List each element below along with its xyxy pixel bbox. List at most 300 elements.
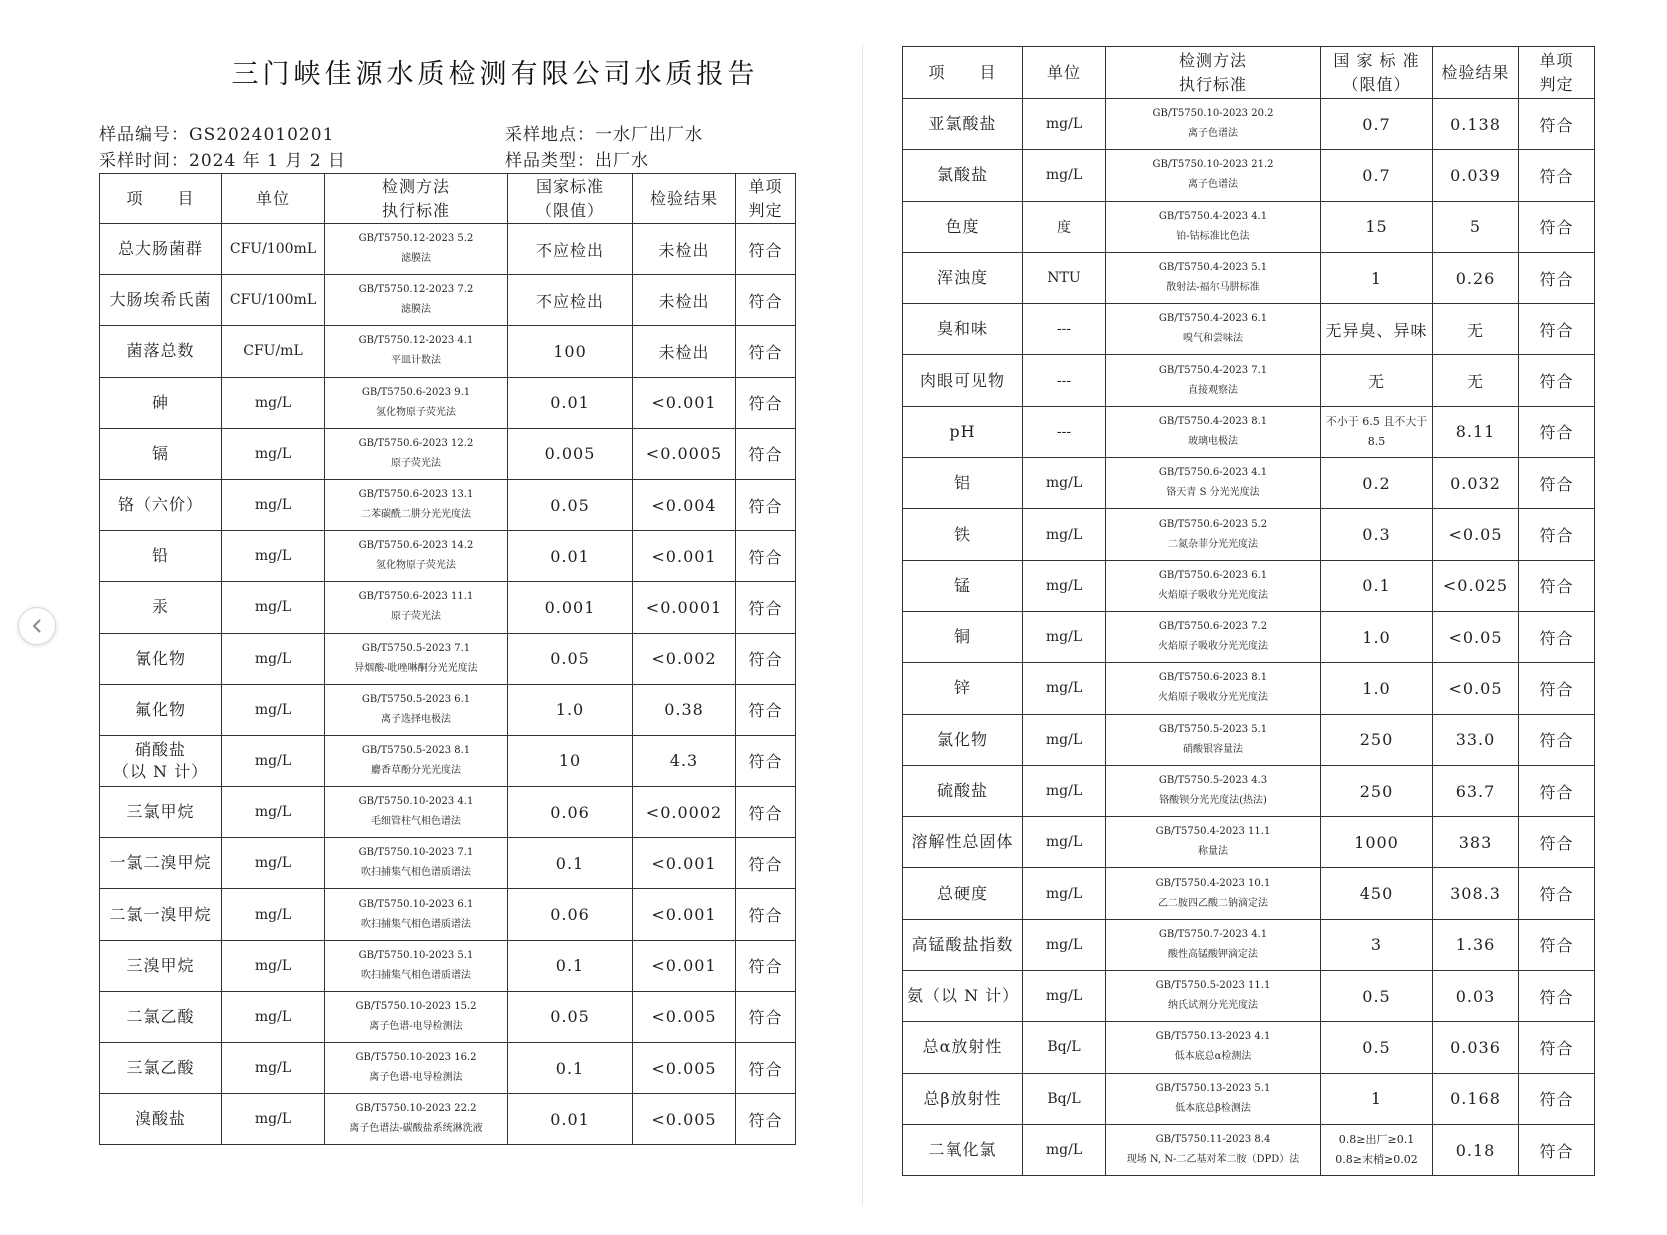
- results-table-right: [902, 46, 1595, 1176]
- method-name: 离子选择电极法: [381, 713, 451, 725]
- method-name: 散射法-福尔马肼标准: [1166, 282, 1260, 294]
- table-row: [100, 684, 796, 735]
- test-result: <0.001: [633, 940, 736, 991]
- item-name: 锰: [903, 560, 1023, 611]
- unit: mg/L: [1023, 919, 1106, 970]
- method-standard: GB/T5750.10-2023 7.1: [358, 847, 474, 859]
- national-limit: 450: [1321, 868, 1433, 919]
- method-standard: GB/T5750.5-2023 4.3: [1158, 775, 1268, 786]
- national-limit: 0.005: [508, 428, 633, 479]
- test-method: [1106, 1073, 1321, 1124]
- method-name: 火焰原子吸收分光光度法: [1158, 589, 1268, 601]
- method-name: 平皿计数法: [391, 355, 441, 367]
- results-table-left: [99, 173, 796, 1145]
- method-name: 离子色谱法: [1188, 179, 1238, 191]
- unit: Bq/L: [1023, 1022, 1106, 1073]
- table-row: [100, 224, 796, 275]
- method-name: 乙二胺四乙酸二钠滴定法: [1158, 897, 1268, 909]
- method-standard: GB/T5750.7-2023 4.1: [1158, 928, 1268, 940]
- test-result: 0.03: [1433, 971, 1519, 1022]
- test-method: [325, 479, 508, 530]
- test-method: [325, 531, 508, 582]
- test-method: [325, 377, 508, 428]
- method-standard: GB/T5750.6-2023 7.2: [1158, 621, 1268, 633]
- method-name: 毛细管柱气相色谱法: [371, 816, 461, 828]
- national-limit: 1: [1321, 1073, 1433, 1124]
- unit: mg/L: [222, 633, 325, 684]
- national-limit: 0.05: [508, 633, 633, 684]
- unit: ---: [1023, 406, 1106, 457]
- header-standard: 国家标准 （限值）: [508, 174, 633, 224]
- method-standard: GB/T5750.6-2023 13.1: [358, 489, 474, 501]
- method-standard: GB/T5750.5-2023 5.1: [1158, 723, 1268, 735]
- item-name: 锌: [903, 663, 1023, 714]
- method-standard: GB/T5750.6-2023 9.1: [361, 386, 471, 398]
- header-result: 检验结果: [633, 174, 736, 224]
- chevron-left-icon: [29, 618, 45, 634]
- national-limit-line: 0.8≥末梢≥0.02: [1335, 1153, 1418, 1167]
- test-result: 未检出: [633, 224, 736, 275]
- method-name: 离子色谱法-碳酸盐系统淋洗液: [349, 1123, 483, 1135]
- national-limit: 0.1: [508, 838, 633, 889]
- national-limit: 1.0: [1321, 611, 1433, 662]
- table-row: [903, 252, 1595, 303]
- test-method: [325, 838, 508, 889]
- item-name: 三氯乙酸: [100, 1043, 222, 1094]
- report-title: 三门峡佳源水质检测有限公司水质报告: [231, 59, 759, 90]
- item-name: 铬（六价）: [100, 479, 222, 530]
- national-limit: 0.1: [1321, 560, 1433, 611]
- national-limit: 1.0: [1321, 663, 1433, 714]
- item-name: 菌落总数: [100, 326, 222, 377]
- unit: ---: [1023, 304, 1106, 355]
- page-divider: [862, 45, 863, 1205]
- table-row: [903, 406, 1595, 457]
- unit: mg/L: [1023, 150, 1106, 201]
- method-name: 纳氏试剂分光光度法: [1168, 1000, 1258, 1012]
- unit: mg/L: [222, 838, 325, 889]
- item-name: pH: [903, 406, 1023, 457]
- test-method: [325, 1094, 508, 1145]
- verdict: 符合: [736, 377, 796, 428]
- test-method: [1106, 1022, 1321, 1073]
- method-name: 酸性高锰酸钾滴定法: [1168, 948, 1258, 960]
- method-standard: GB/T5750.10-2023 5.1: [358, 949, 474, 961]
- test-result: 未检出: [633, 326, 736, 377]
- unit: mg/L: [1023, 560, 1106, 611]
- verdict: 符合: [1519, 611, 1595, 662]
- national-limit: 无异臭、异味: [1321, 304, 1433, 355]
- table-row: [903, 355, 1595, 406]
- national-limit: 0.06: [508, 787, 633, 838]
- method-standard: GB/T5750.13-2023 5.1: [1155, 1082, 1271, 1094]
- header-unit: 单位: [222, 174, 325, 224]
- test-method: [1106, 99, 1321, 150]
- national-limit: 250: [1321, 765, 1433, 816]
- national-limit: 0.2: [1321, 458, 1433, 509]
- national-limit: 15: [1321, 201, 1433, 252]
- table-row: [903, 150, 1595, 201]
- item-name: [100, 735, 222, 786]
- method-standard: GB/T5750.4-2023 11.1: [1155, 826, 1271, 838]
- table-row: [100, 633, 796, 684]
- test-method: [325, 735, 508, 786]
- item-name: 一氯二溴甲烷: [100, 838, 222, 889]
- verdict: 符合: [1519, 765, 1595, 816]
- verdict: 符合: [1519, 304, 1595, 355]
- test-result: 0.036: [1433, 1022, 1519, 1073]
- method-standard: GB/T5750.10-2023 20.2: [1152, 108, 1274, 120]
- previous-page-button[interactable]: [18, 607, 56, 645]
- test-method: [1106, 611, 1321, 662]
- verdict: 符合: [736, 479, 796, 530]
- method-name: 直接观察法: [1188, 384, 1238, 396]
- national-limit: 0.05: [508, 991, 633, 1042]
- method-name: 离子色谱-电导检测法: [369, 1072, 463, 1084]
- table-row: [903, 560, 1595, 611]
- national-limit: 0.7: [1321, 150, 1433, 201]
- test-method: [1106, 406, 1321, 457]
- verdict: 符合: [736, 838, 796, 889]
- verdict: 符合: [736, 224, 796, 275]
- unit: Bq/L: [1023, 1073, 1106, 1124]
- method-name: 二氮杂菲分光光度法: [1168, 538, 1258, 550]
- item-name: 色度: [903, 201, 1023, 252]
- method-standard: GB/T5750.5-2023 6.1: [361, 693, 471, 705]
- test-result: <0.05: [1433, 611, 1519, 662]
- test-result: 308.3: [1433, 868, 1519, 919]
- national-limit: 0.01: [508, 377, 633, 428]
- test-result: 0.032: [1433, 458, 1519, 509]
- test-result: <0.001: [633, 838, 736, 889]
- method-standard: GB/T5750.4-2023 10.1: [1155, 877, 1271, 889]
- unit: 度: [1023, 201, 1106, 252]
- verdict: 符合: [1519, 406, 1595, 457]
- item-name: 溶解性总固体: [903, 817, 1023, 868]
- item-name: 硫酸盐: [903, 765, 1023, 816]
- test-result: 1.36: [1433, 919, 1519, 970]
- verdict: 符合: [736, 991, 796, 1042]
- table-row: [903, 663, 1595, 714]
- table-row: [100, 326, 796, 377]
- table-row: [903, 1124, 1595, 1175]
- method-name: 二苯碳酰二肼分光光度法: [361, 509, 471, 521]
- test-method: [325, 684, 508, 735]
- item-name-line: （以 N 计）: [112, 761, 209, 781]
- item-name: 高锰酸盐指数: [903, 919, 1023, 970]
- verdict: 符合: [736, 940, 796, 991]
- method-name: 火焰原子吸收分光光度法: [1158, 641, 1268, 653]
- test-method: [325, 787, 508, 838]
- table-row: [903, 765, 1595, 816]
- test-method: [1106, 1124, 1321, 1175]
- unit: mg/L: [222, 377, 325, 428]
- table-row: [903, 509, 1595, 560]
- unit: mg/L: [222, 940, 325, 991]
- table-row: [100, 531, 796, 582]
- sample-time: 采样时间：2024 年 1 月 2 日: [99, 151, 346, 171]
- method-standard: GB/T5750.4-2023 7.1: [1158, 364, 1268, 376]
- item-name: 肉眼可见物: [903, 355, 1023, 406]
- test-result: 0.18: [1433, 1124, 1519, 1175]
- table-row: [903, 304, 1595, 355]
- header-method: 检测方法 执行标准: [325, 174, 508, 224]
- header-item: 项 目: [100, 174, 222, 224]
- method-name: 麝香草酚分光光度法: [371, 764, 461, 776]
- item-name: 总β放射性: [903, 1073, 1023, 1124]
- header-result: 检验结果: [1433, 47, 1519, 99]
- method-name: 吹扫捕集气相色谱质谱法: [361, 918, 471, 930]
- table-row: [903, 1073, 1595, 1124]
- method-standard: GB/T5750.10-2023 15.2: [355, 1000, 477, 1012]
- national-limit: 0.001: [508, 582, 633, 633]
- header-unit: 单位: [1023, 47, 1106, 99]
- item-name: 三溴甲烷: [100, 940, 222, 991]
- test-result: 0.26: [1433, 252, 1519, 303]
- national-limit: 100: [508, 326, 633, 377]
- test-result: 8.11: [1433, 406, 1519, 457]
- test-method: [1106, 663, 1321, 714]
- item-name: 汞: [100, 582, 222, 633]
- unit: mg/L: [222, 787, 325, 838]
- verdict: 符合: [1519, 458, 1595, 509]
- unit: mg/L: [1023, 1124, 1106, 1175]
- method-standard: GB/T5750.10-2023 21.2: [1152, 159, 1274, 171]
- method-standard: GB/T5750.4-2023 5.1: [1158, 262, 1268, 274]
- method-name: 离子色谱法: [1188, 128, 1238, 140]
- test-result: <0.05: [1433, 663, 1519, 714]
- test-method: [1106, 252, 1321, 303]
- test-result: 无: [1433, 355, 1519, 406]
- verdict: 符合: [1519, 560, 1595, 611]
- test-result: <0.005: [633, 1094, 736, 1145]
- method-name: 称量法: [1198, 846, 1228, 858]
- test-result: 0.039: [1433, 150, 1519, 201]
- method-name: 硝酸银容量法: [1183, 743, 1243, 755]
- item-name: 总大肠菌群: [100, 224, 222, 275]
- method-standard: GB/T5750.6-2023 8.1: [1158, 672, 1268, 684]
- unit: mg/L: [222, 889, 325, 940]
- test-result: <0.001: [633, 531, 736, 582]
- national-limit: 0.5: [1321, 971, 1433, 1022]
- unit: mg/L: [1023, 99, 1106, 150]
- verdict: 符合: [736, 531, 796, 582]
- unit: mg/L: [222, 991, 325, 1042]
- item-name: 大肠埃希氏菌: [100, 275, 222, 326]
- national-limit: 0.1: [508, 1043, 633, 1094]
- test-method: [325, 428, 508, 479]
- unit: mg/L: [222, 1094, 325, 1145]
- verdict: 符合: [736, 1094, 796, 1145]
- item-name-line: 硝酸盐: [134, 739, 186, 759]
- test-result: 383: [1433, 817, 1519, 868]
- unit: mg/L: [1023, 868, 1106, 919]
- test-method: [1106, 817, 1321, 868]
- item-name: 氯化物: [903, 714, 1023, 765]
- verdict: 符合: [1519, 663, 1595, 714]
- item-name: 二氧化氯: [903, 1124, 1023, 1175]
- item-name: 二氯一溴甲烷: [100, 889, 222, 940]
- unit: mg/L: [1023, 714, 1106, 765]
- verdict: 符合: [1519, 99, 1595, 150]
- method-name: 嗅气和尝味法: [1183, 333, 1243, 345]
- method-standard: GB/T5750.10-2023 4.1: [358, 796, 474, 808]
- test-method: [325, 633, 508, 684]
- table-row: [100, 889, 796, 940]
- unit: mg/L: [222, 684, 325, 735]
- unit: mg/L: [222, 735, 325, 786]
- national-limit: [1321, 1124, 1433, 1175]
- national-limit: 不应检出: [508, 275, 633, 326]
- test-result: <0.025: [1433, 560, 1519, 611]
- national-limit: 0.01: [508, 1094, 633, 1145]
- national-limit: 1.0: [508, 684, 633, 735]
- unit: CFU/mL: [222, 326, 325, 377]
- verdict: 符合: [1519, 509, 1595, 560]
- national-limit-line: 0.8≥出厂≥0.1: [1338, 1133, 1415, 1147]
- item-name: 铁: [903, 509, 1023, 560]
- test-result: <0.0002: [633, 787, 736, 838]
- method-name: 火焰原子吸收分光光度法: [1158, 692, 1268, 704]
- test-method: [325, 1043, 508, 1094]
- test-method: [1106, 304, 1321, 355]
- unit: ---: [1023, 355, 1106, 406]
- test-method: [325, 326, 508, 377]
- national-limit: 1: [1321, 252, 1433, 303]
- table-row: [903, 714, 1595, 765]
- table-row: [100, 1043, 796, 1094]
- test-result: <0.001: [633, 889, 736, 940]
- national-limit: 0.1: [508, 940, 633, 991]
- unit: mg/L: [222, 531, 325, 582]
- method-standard: GB/T5750.11-2023 8.4: [1155, 1134, 1271, 1146]
- sample-number: 样品编号：GS2024010201: [99, 125, 335, 145]
- test-method: [325, 275, 508, 326]
- unit: mg/L: [1023, 817, 1106, 868]
- test-result: 0.138: [1433, 99, 1519, 150]
- unit: mg/L: [222, 582, 325, 633]
- table-row: [903, 611, 1595, 662]
- item-name: 二氯乙酸: [100, 991, 222, 1042]
- method-standard: GB/T5750.6-2023 11.1: [358, 591, 474, 603]
- method-standard: GB/T5750.4-2023 4.1: [1158, 210, 1268, 222]
- table-row: [903, 868, 1595, 919]
- test-method: [325, 991, 508, 1042]
- method-name: 吹扫捕集气相色谱质谱法: [361, 867, 471, 879]
- method-standard: GB/T5750.6-2023 5.2: [1158, 518, 1268, 530]
- verdict: 符合: [1519, 1124, 1595, 1175]
- method-standard: GB/T5750.5-2023 8.1: [361, 744, 471, 756]
- verdict: 符合: [1519, 201, 1595, 252]
- national-limit: 1000: [1321, 817, 1433, 868]
- national-limit: 0.5: [1321, 1022, 1433, 1073]
- method-standard: GB/T5750.10-2023 6.1: [358, 898, 474, 910]
- table-row: [100, 991, 796, 1042]
- unit: mg/L: [222, 1043, 325, 1094]
- table-row: [100, 735, 796, 786]
- method-standard: GB/T5750.6-2023 4.1: [1158, 467, 1268, 479]
- test-result: 未检出: [633, 275, 736, 326]
- test-result: 5: [1433, 201, 1519, 252]
- method-standard: GB/T5750.13-2023 4.1: [1155, 1031, 1271, 1043]
- method-standard: GB/T5750.6-2023 14.2: [358, 540, 474, 552]
- method-standard: GB/T5750.12-2023 5.2: [358, 233, 474, 245]
- test-method: [1106, 458, 1321, 509]
- item-name: 总α放射性: [903, 1022, 1023, 1073]
- table-row: [100, 582, 796, 633]
- item-name: 镉: [100, 428, 222, 479]
- verdict: 符合: [1519, 1073, 1595, 1124]
- unit: CFU/100mL: [222, 275, 325, 326]
- item-name: 溴酸盐: [100, 1094, 222, 1145]
- method-standard: GB/T5750.10-2023 22.2: [355, 1103, 477, 1115]
- verdict: 符合: [736, 787, 796, 838]
- item-name: 铜: [903, 611, 1023, 662]
- test-result: <0.005: [633, 1043, 736, 1094]
- method-standard: GB/T5750.4-2023 6.1: [1158, 313, 1268, 325]
- verdict: 符合: [1519, 1022, 1595, 1073]
- test-method: [1106, 765, 1321, 816]
- header-item: 项 目: [903, 47, 1023, 99]
- unit: CFU/100mL: [222, 224, 325, 275]
- header-verdict: 单项 判定: [1519, 47, 1595, 99]
- test-method: [325, 582, 508, 633]
- table-row: [100, 1094, 796, 1145]
- method-name: 原子荧光法: [391, 457, 441, 469]
- table-row: [100, 275, 796, 326]
- table-row: [903, 919, 1595, 970]
- test-method: [325, 940, 508, 991]
- method-name: 滤膜法: [401, 253, 431, 265]
- test-result: <0.0001: [633, 582, 736, 633]
- item-name: 氯酸盐: [903, 150, 1023, 201]
- method-name: 异烟酸-吡唑啉酮分光光度法: [354, 662, 478, 674]
- national-limit: 0.06: [508, 889, 633, 940]
- verdict: 符合: [736, 428, 796, 479]
- sample-location: 采样地点：一水厂出厂水: [505, 125, 703, 145]
- verdict: 符合: [736, 582, 796, 633]
- verdict: 符合: [736, 889, 796, 940]
- verdict: 符合: [1519, 817, 1595, 868]
- national-limit: 无: [1321, 355, 1433, 406]
- test-method: [1106, 355, 1321, 406]
- test-method: [1106, 509, 1321, 560]
- unit: mg/L: [1023, 765, 1106, 816]
- unit: mg/L: [222, 428, 325, 479]
- test-method: [1106, 971, 1321, 1022]
- verdict: 符合: [736, 326, 796, 377]
- test-method: [325, 889, 508, 940]
- header-standard: 国 家 标 准 （限值）: [1321, 47, 1433, 99]
- verdict: 符合: [736, 1043, 796, 1094]
- unit: mg/L: [1023, 971, 1106, 1022]
- method-standard: GB/T5750.5-2023 7.1: [361, 642, 471, 654]
- header-method: 检测方法 执行标准: [1106, 47, 1321, 99]
- test-result: <0.002: [633, 633, 736, 684]
- table-row: [903, 458, 1595, 509]
- method-name: 滤膜法: [401, 304, 431, 316]
- table-row: [100, 838, 796, 889]
- test-result: <0.05: [1433, 509, 1519, 560]
- method-name: 原子荧光法: [391, 611, 441, 623]
- table-row: [903, 971, 1595, 1022]
- national-limit: 10: [508, 735, 633, 786]
- table-row: [100, 940, 796, 991]
- test-result: 33.0: [1433, 714, 1519, 765]
- test-result: 0.168: [1433, 1073, 1519, 1124]
- unit: mg/L: [1023, 509, 1106, 560]
- method-name: 铬酸钡分光光度法(热法): [1159, 795, 1267, 806]
